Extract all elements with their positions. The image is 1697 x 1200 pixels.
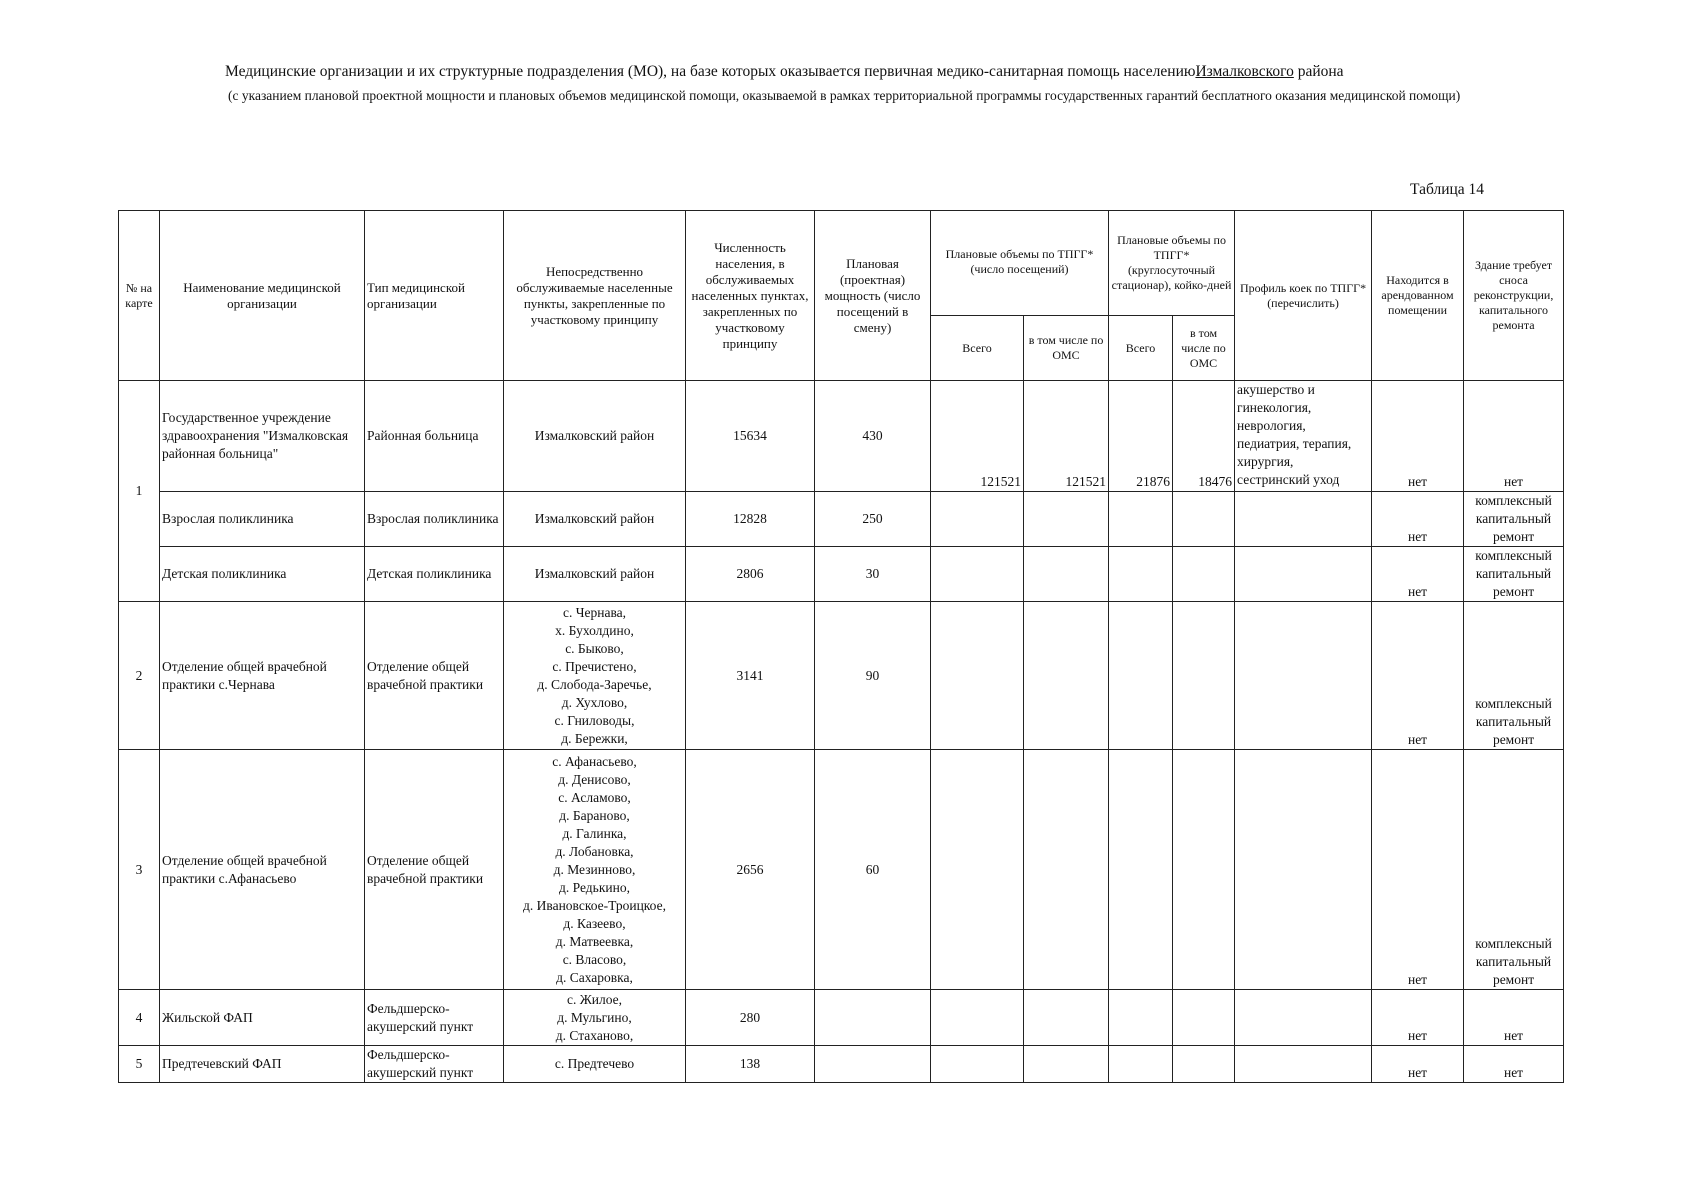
row-reconstruction: нет <box>1464 381 1564 492</box>
row-settlements: с. Предтечево <box>504 1046 686 1083</box>
row-visits-total: 121521 <box>931 381 1024 492</box>
row-name: Отделение общей врачебной практики с.Афанасьево <box>160 750 365 990</box>
title-text: Медицинские организации и их структурные подразделения (МО), на базе которых оказывается первичная медико-санитарная помощь населению <box>225 63 1196 80</box>
row-settlements: Измалковский район <box>504 381 686 492</box>
row-name: Предтечевский ФАП <box>160 1046 365 1083</box>
col-header-visits: Плановые объемы по ТПГГ* (число посещений) <box>931 211 1109 316</box>
row-name: Детская поликлиника <box>160 547 365 602</box>
row-type: Отделение общей врачебной практики <box>365 602 504 750</box>
row-reconstruction: нет <box>1464 990 1564 1046</box>
col-header-rented: Находится в арендованном помещении <box>1372 211 1464 381</box>
row-type: Фельдшерско-акушерский пункт <box>365 990 504 1046</box>
row-name: Жильской ФАП <box>160 990 365 1046</box>
row-capacity: 90 <box>815 602 931 750</box>
row-population: 3141 <box>686 602 815 750</box>
col-header-num: № на карте <box>119 211 160 381</box>
col-header-beddays-oms: в том числе по ОМС <box>1173 316 1235 381</box>
table-row <box>119 492 1564 547</box>
table-row <box>119 750 1564 990</box>
title-suffix: района <box>1293 63 1344 80</box>
row-capacity: 430 <box>815 381 931 492</box>
table-row <box>119 602 1564 750</box>
row-type: Детская поликлиника <box>365 547 504 602</box>
row-type: Взрослая поликлиника <box>365 492 504 547</box>
row-capacity: 250 <box>815 492 931 547</box>
row-capacity <box>815 990 931 1046</box>
row-reconstruction: комплексный капитальный ремонт <box>1464 492 1564 547</box>
row-num: 3 <box>119 750 160 990</box>
row-name: Отделение общей врачебной практики с.Чернава <box>160 602 365 750</box>
document-subtitle: (с указанием плановой проектной мощности и плановых объемов медицинской помощи, оказываемой в рамках территориальной программы государственных гарантий бесплатного оказания медицинской помощи) <box>228 88 1461 103</box>
row-reconstruction: комплексный капитальный ремонт <box>1464 602 1564 750</box>
row-type: Отделение общей врачебной практики <box>365 750 504 990</box>
table-row <box>119 1046 1564 1083</box>
facilities-table <box>118 210 1564 1083</box>
row-num: 2 <box>119 602 160 750</box>
col-header-beddays: Плановые объемы по ТПГГ* (круглосуточный стационар), койко-дней <box>1109 211 1235 316</box>
table-row <box>119 381 1564 492</box>
row-rented: нет <box>1372 547 1464 602</box>
row-rented: нет <box>1372 1046 1464 1083</box>
row-rented: нет <box>1372 381 1464 492</box>
row-capacity: 30 <box>815 547 931 602</box>
row-name: Взрослая поликлиника <box>160 492 365 547</box>
row-num: 4 <box>119 990 160 1046</box>
col-header-settlements: Непосредственно обслуживаемые населенные пункты, закрепленные по участковому принципу <box>504 211 686 381</box>
col-header-population: Численность населения, в обслуживаемых населенных пунктах, закрепленных по участковому принципу <box>686 211 815 381</box>
table-label: Таблица 14 <box>1410 181 1485 198</box>
row-visits-oms: 121521 <box>1024 381 1109 492</box>
row-type: Фельдшерско-акушерский пункт <box>365 1046 504 1083</box>
row-population: 138 <box>686 1046 815 1083</box>
col-header-visits-oms: в том числе по ОМС <box>1024 316 1109 381</box>
col-header-visits-total: Всего <box>931 316 1024 381</box>
row-rented: нет <box>1372 990 1464 1046</box>
table-row <box>119 547 1564 602</box>
row-beddays-total: 21876 <box>1109 381 1173 492</box>
col-header-capacity: Плановая (проектная) мощность (число посещений в смену) <box>815 211 931 381</box>
col-header-beddays-total: Всего <box>1109 316 1173 381</box>
row-population: 15634 <box>686 381 815 492</box>
col-header-name: Наименование медицинской организации <box>160 211 365 381</box>
row-name: Государственное учреждение здравоохранения "Измалковская районная больница" <box>160 381 365 492</box>
row-settlements: с. Афанасьево, д. Денисово, с. Асламово, д. Бараново, д. Галинка, д. Лобановка, д. Мезинново, д. Редькино, д. Ивановское-Троицкое, д. Казеево, д. Матвеевка, с. Власово, д. Сахаровка, <box>504 750 686 990</box>
col-header-type: Тип медицинской организации <box>365 211 504 381</box>
row-capacity: 60 <box>815 750 931 990</box>
row-reconstruction: комплексный капитальный ремонт <box>1464 750 1564 990</box>
row-rented: нет <box>1372 602 1464 750</box>
row-settlements: с. Жилое, д. Мульгино, д. Стаханово, <box>504 990 686 1046</box>
row-num: 1 <box>119 381 160 602</box>
title-district: Измалковского <box>1195 63 1294 80</box>
row-settlements: Измалковский район <box>504 492 686 547</box>
row-beddays-oms: 18476 <box>1173 381 1235 492</box>
row-num: 5 <box>119 1046 160 1083</box>
row-population: 280 <box>686 990 815 1046</box>
row-population: 2656 <box>686 750 815 990</box>
document-title <box>225 63 1344 81</box>
row-reconstruction: комплексный капитальный ремонт <box>1464 547 1564 602</box>
table-row <box>119 990 1564 1046</box>
col-header-profile: Профиль коек по ТПГГ* (перечислить) <box>1235 211 1372 381</box>
row-population: 12828 <box>686 492 815 547</box>
row-profile: акушерство и гинекология, неврология, педиатрия, терапия, хирургия, сестринский уход <box>1235 381 1372 492</box>
row-population: 2806 <box>686 547 815 602</box>
row-reconstruction: нет <box>1464 1046 1564 1083</box>
row-type: Районная больница <box>365 381 504 492</box>
row-rented: нет <box>1372 750 1464 990</box>
row-settlements: с. Чернава, х. Бухолдино, с. Быково, с. Пречистено, д. Слобода-Заречье, д. Хухлово, с. Гниловоды, д. Бережки, <box>504 602 686 750</box>
row-rented: нет <box>1372 492 1464 547</box>
row-settlements: Измалковский район <box>504 547 686 602</box>
row-capacity <box>815 1046 931 1083</box>
col-header-reconstruction: Здание требует сноса реконструкции, капитального ремонта <box>1464 211 1564 381</box>
